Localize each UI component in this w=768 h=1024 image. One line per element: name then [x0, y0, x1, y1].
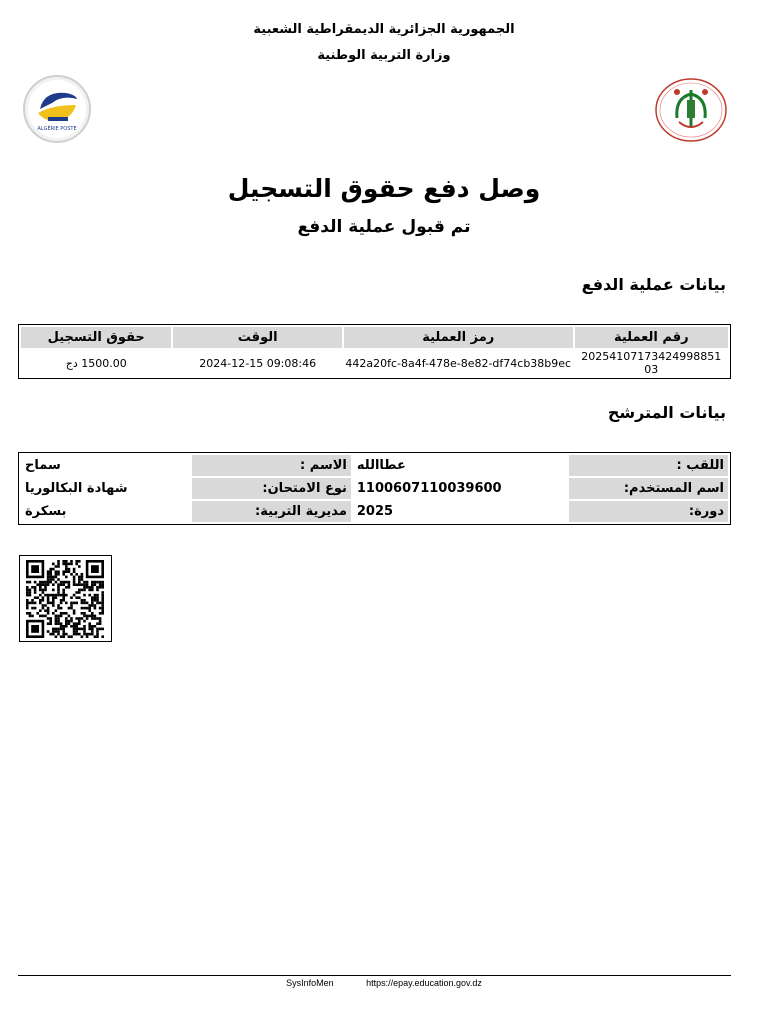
col-fees: حقوق التسجيل	[21, 327, 171, 348]
candidate-section-heading: بيانات المترشح	[607, 403, 726, 422]
label-firstname: الاسم :	[192, 455, 351, 476]
operation-code: 442a20fc-8a4f-478e-8e82-df74cb38b9ec	[345, 356, 572, 370]
col-operation-code: رمز العملية	[344, 327, 573, 348]
col-operation-number: رقم العملية	[575, 327, 728, 348]
value-firstname: سماح	[25, 458, 61, 473]
candidate-table	[18, 452, 731, 525]
footer-divider	[18, 975, 731, 976]
registration-fees: 1500.00 دج	[65, 356, 127, 370]
table-row	[21, 455, 728, 476]
footer-url[interactable]: https://epay.education.gov.dz	[366, 978, 482, 988]
value-directorate: بسكرة	[25, 504, 67, 519]
table-row	[21, 501, 728, 522]
qr-code	[19, 555, 112, 642]
svg-text:ALGÉRIE POSTE: ALGÉRIE POSTE	[37, 126, 77, 132]
footer-system: SysInfoMen	[286, 978, 334, 988]
value-exam-type: شهادة البكالوريا	[25, 481, 128, 496]
operation-time: 2024-12-15 09:08:46	[199, 356, 317, 370]
value-surname: عطاالله	[356, 458, 406, 473]
ministry-education-logo	[655, 78, 727, 142]
receipt-title: وصل دفع حقوق التسجيل	[227, 174, 541, 203]
footer	[0, 978, 768, 988]
algerie-poste-logo	[22, 75, 92, 143]
label-exam-type: نوع الامتحان:	[192, 478, 351, 499]
ministry-name: وزارة التربية الوطنية	[317, 48, 451, 63]
col-time: الوقت	[173, 327, 341, 348]
label-username: اسم المستخدم:	[569, 478, 728, 499]
label-surname: اللقب :	[569, 455, 728, 476]
value-session: 2025	[356, 504, 394, 519]
payment-table	[18, 324, 731, 379]
payment-status: تم قبول عملية الدفع	[297, 217, 471, 237]
operation-number: 20254107173424998851​03	[581, 350, 722, 376]
label-session: دورة:	[569, 501, 728, 522]
table-row	[21, 478, 728, 499]
label-directorate: مديرية التربية:	[192, 501, 351, 522]
payment-section-heading: بيانات عملية الدفع	[581, 275, 726, 294]
country-name: الجمهورية الجزائرية الديمقراطية الشعبية	[253, 22, 515, 37]
value-username: 1100607110039600	[356, 481, 502, 496]
